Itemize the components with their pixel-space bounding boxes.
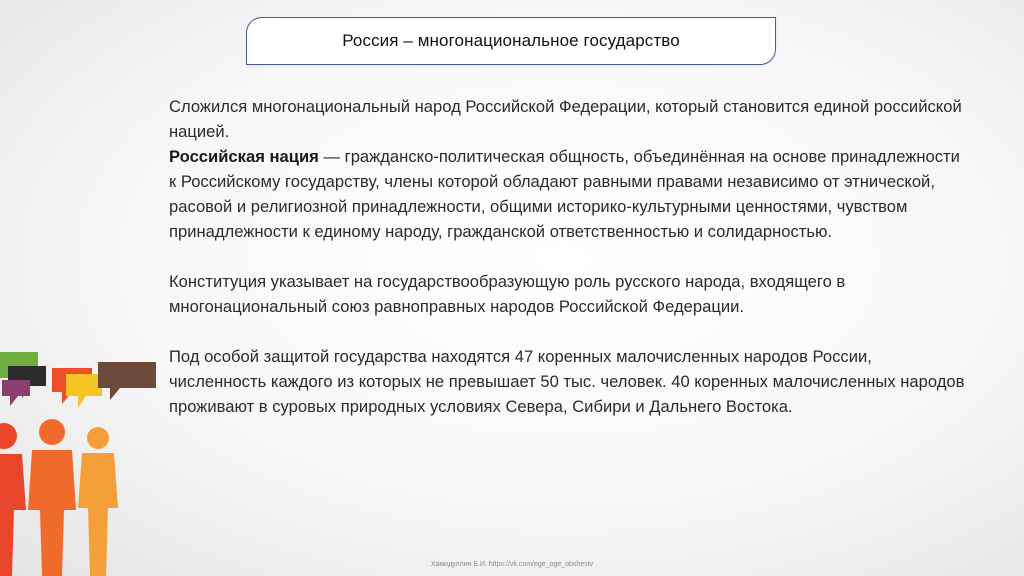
slide-title: Россия – многонациональное государство	[342, 31, 680, 50]
paragraph-gap	[169, 319, 969, 344]
term-russian-nation: Российская нация	[169, 147, 319, 166]
footer-credit: Хамидуллин Б.И. https://vk.com/ege_oge_obshestv	[430, 561, 594, 568]
paragraph-gap	[169, 244, 969, 269]
definition-text: — гражданско-политическая общность, объединённая на основе принадлежности к Российскому государству, члены которой обладают равными правами независимо от этнической, расовой и религиозной принадлежности, общими историко-культурными ценностями, чувством принадлежности к единому народу, гражданской ответственностью и солидарностью.	[169, 147, 960, 241]
person-3-icon	[78, 427, 118, 576]
person-2-icon	[28, 419, 76, 576]
speech-bubbles-icon	[0, 352, 156, 408]
paragraph-constitution: Конституция указывает на государствообразующую роль русского народа, входящего в многонациональный союз равноправных народов Российской Федерации.	[169, 272, 846, 316]
people-speech-bubbles-illustration	[0, 340, 170, 576]
paragraph-indigenous-peoples: Под особой защитой государства находятся 47 коренных малочисленных народов России, численность каждого из которых не превышает 50 тыс. человек. 40 коренных малочисленных народов проживают в суровых природных условиях Севера, Сибири и Дальнего Востока.	[169, 347, 965, 416]
paragraph-nation-formed: Сложился многонациональный народ Российской Федерации, который становится единой российской нацией.	[169, 97, 962, 141]
body-text	[169, 94, 969, 419]
person-1-icon	[0, 423, 26, 576]
title-box	[246, 17, 776, 65]
paragraph-nation-definition	[169, 144, 969, 244]
